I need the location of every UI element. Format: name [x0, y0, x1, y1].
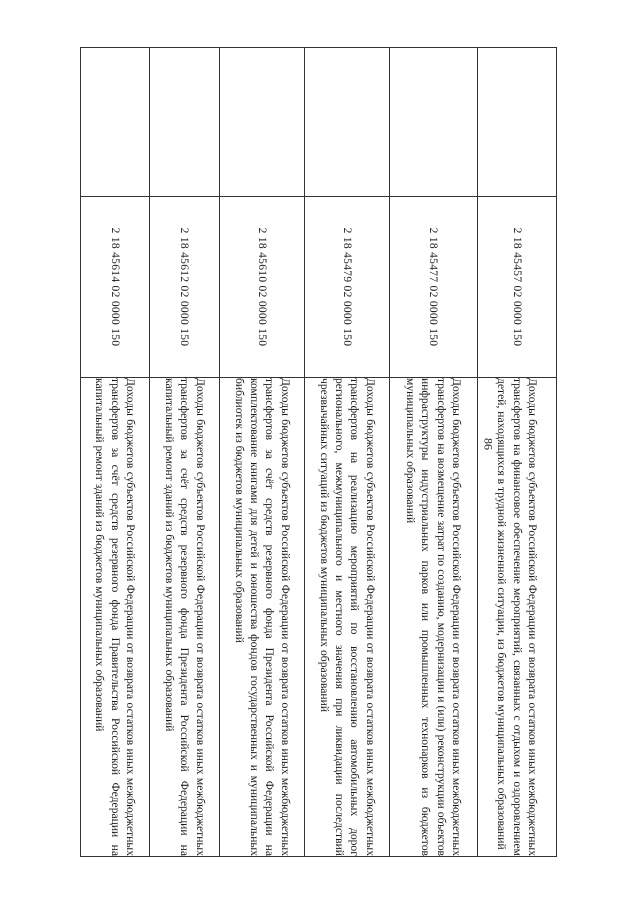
- admin-code-cell: [81, 48, 150, 197]
- revenue-code-cell: 2 18 45612 02 0000 150: [150, 197, 220, 378]
- revenue-code-cell: 2 18 45477 02 0000 150: [390, 197, 478, 378]
- description-cell: Доходы бюджетов субъектов Российской Федерации от возврата остатков иных межбюджетных трансфертов за счёт средств резервного фонда Президента Российской Федерации на комплектование книгами для детей и юношества фондов государственных и муниципальных библиотек из бюджетов муниципальных образований: [220, 378, 305, 857]
- revenue-code-cell: 2 18 45457 02 0000 150: [478, 197, 557, 378]
- admin-code-cell: [220, 48, 305, 197]
- description-cell: Доходы бюджетов субъектов Российской Федерации от возврата остатков иных межбюджетных трансфертов за счёт средств резервного фонда Президента Российской Федерации на капитальный ремонт зданий из бюджетов муниципальных образований: [150, 378, 220, 857]
- description-cell: Доходы бюджетов субъектов Российской Федерации от возврата остатков иных межбюджетных трансфертов за счёт средств резервного фонда Правительства Российской Федерации на капитальный ремонт зданий из бюджетов муниципальных образований: [81, 378, 150, 857]
- revenue-codes-table: [80, 47, 557, 857]
- rotated-table-sheet: [93, 47, 557, 857]
- admin-code-cell: [150, 48, 220, 197]
- page-number: 86: [481, 438, 496, 450]
- description-cell: Доходы бюджетов субъектов Российской Федерации от возврата остатков иных межбюджетных трансфертов на финансовое обеспечение мероприятий, связанных с отдыхом и оздоровлением детей, находящихся в трудной жизненной ситуации, из бюджетов муниципальных образований: [478, 378, 557, 857]
- admin-code-cell: [390, 48, 478, 197]
- table-row: [478, 48, 557, 857]
- table-rotation-wrapper: [93, 47, 557, 857]
- table-row: [150, 48, 220, 857]
- table-row: [390, 48, 478, 857]
- table-row: [81, 48, 150, 857]
- admin-code-cell: [478, 48, 557, 197]
- revenue-code-cell: 2 18 45479 02 0000 150: [305, 197, 390, 378]
- table-row: [305, 48, 390, 857]
- description-cell: Доходы бюджетов субъектов Российской Федерации от возврата остатков иных межбюджетных трансфертов на возмещение затрат по созданию, модернизации и (или) реконструкции объектов инфраструктуры индустриальных парков или промышленных технопарков из бюджетов муниципальных образований: [390, 378, 478, 857]
- revenue-code-cell: 2 18 45610 02 0000 150: [220, 197, 305, 378]
- table-row: [220, 48, 305, 857]
- revenue-code-cell: 2 18 45614 02 0000 150: [81, 197, 150, 378]
- description-cell: Доходы бюджетов субъектов Российской Федерации от возврата остатков иных межбюджетных трансфертов на реализацию мероприятий по восстановлению автомобильных дорог регионального, межмуниципального и местного значения при ликвидации последствий чрезвычайных ситуаций из бюджетов муниципальных образований: [305, 378, 390, 857]
- admin-code-cell: [305, 48, 390, 197]
